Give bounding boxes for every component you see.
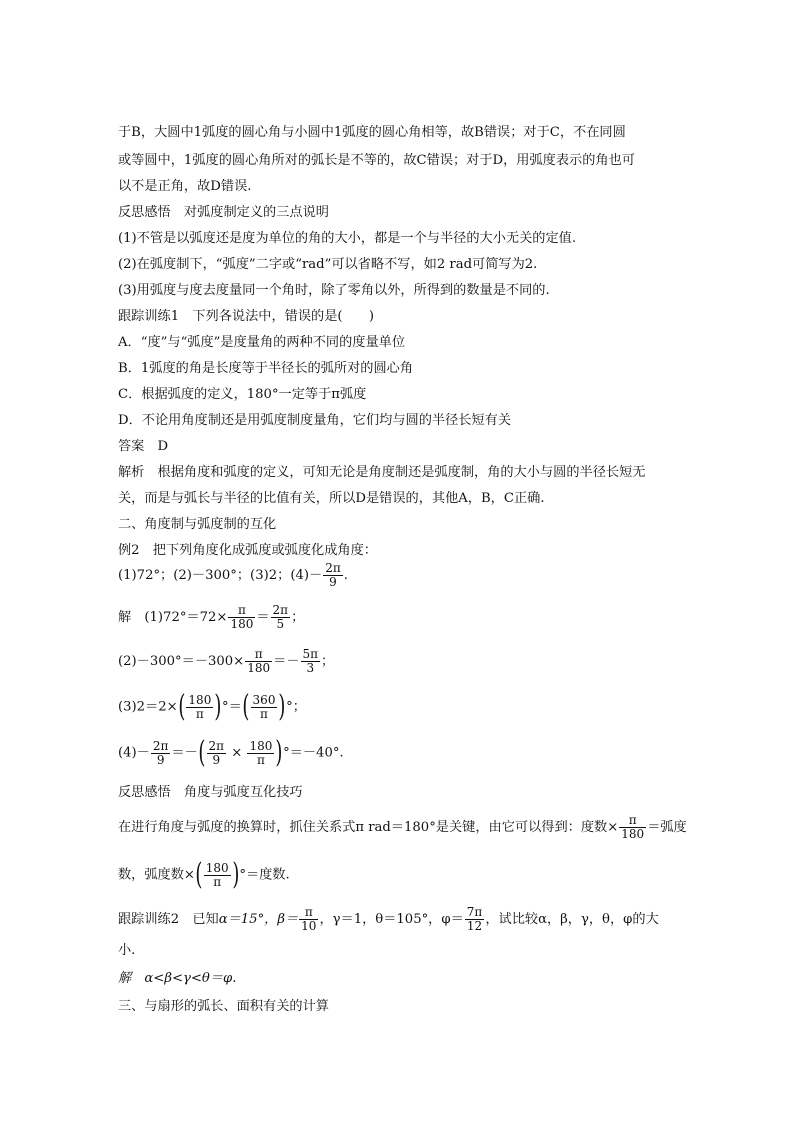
exercise-end: ，试比较α，β，γ，θ，φ的大 bbox=[485, 912, 659, 927]
denominator: 180 bbox=[621, 827, 645, 841]
reflection-title: 反思感悟 对弧度制定义的三点说明 bbox=[118, 205, 329, 220]
right-paren: ) bbox=[275, 735, 283, 770]
right-paren: ) bbox=[231, 857, 239, 892]
fraction bbox=[247, 740, 274, 767]
denominator: π bbox=[213, 874, 222, 889]
fraction bbox=[619, 814, 646, 841]
exercise-title: 跟踪训练2 已知 bbox=[118, 912, 219, 927]
left-paren: ( bbox=[178, 689, 186, 724]
fraction bbox=[228, 604, 255, 631]
numerator: 5π bbox=[302, 647, 319, 661]
right-paren: ) bbox=[214, 689, 222, 724]
analysis-line: 关，而是与弧长与半径的比值有关，所以D是错误的，其他A，B，C正确. bbox=[118, 491, 545, 506]
solution-end: ； bbox=[291, 610, 305, 625]
fraction bbox=[151, 740, 171, 767]
numerator: 2π bbox=[325, 561, 341, 575]
paragraph-line: 于B，大圆中1弧度的圆心角与小圆中1弧度的圆心角相等，故B错误；对于C，不在同圆 bbox=[118, 125, 626, 140]
fraction bbox=[323, 562, 343, 589]
denominator: 3 bbox=[306, 661, 315, 675]
option-b: B．1弧度的角是长度等于半径长的弧所对的圆心角 bbox=[118, 361, 414, 376]
paragraph-line: 或等圆中，1弧度的圆心角所对的弧长是不等的，故C错误；对于D，用弧度表示的角也可 bbox=[118, 153, 635, 168]
fraction bbox=[207, 740, 227, 767]
denominator: 9 bbox=[212, 752, 221, 767]
exercise-title: 跟踪训练1 下列各说法中，错误的是( ) bbox=[118, 309, 375, 324]
exercise2-solution: 解 α<β<γ<θ＝φ. bbox=[118, 971, 237, 986]
reflection-title: 反思感悟 角度与弧度互化技巧 bbox=[118, 785, 303, 800]
solution-text: 解 (1)72°＝72× bbox=[118, 610, 228, 625]
denominator: 180 bbox=[247, 661, 271, 675]
numerator: 360 bbox=[252, 692, 276, 707]
alpha-value: α＝15°， bbox=[218, 912, 278, 927]
fraction bbox=[299, 906, 318, 933]
section-heading: 二、角度制与弧度制的互化 bbox=[118, 517, 277, 532]
denominator: π bbox=[256, 752, 265, 767]
equals: ＝ bbox=[256, 610, 270, 625]
reflection-text: 在进行角度与弧度的换算时，抓住关系式π rad＝180°是关键，由它可以得到：度数× bbox=[118, 820, 619, 835]
reflection-item: (1)不管是以弧度还是度为单位的角的大小，都是一个与半径的大小无关的定值. bbox=[118, 231, 577, 246]
question-text: (1)72°；(2)－300°；(3)2；(4)－ bbox=[118, 568, 323, 583]
denominator: 9 bbox=[329, 575, 337, 589]
reflection-line bbox=[118, 814, 688, 841]
reflection-end: °＝度数. bbox=[239, 867, 290, 883]
section-heading: 三、与扇形的弧长、面积有关的计算 bbox=[118, 999, 329, 1014]
equals: ＝－ bbox=[273, 654, 300, 669]
numerator: 180 bbox=[205, 860, 229, 875]
fraction bbox=[301, 648, 321, 675]
beta-value: β＝ bbox=[277, 912, 299, 927]
reflection-text: 数，弧度数× bbox=[118, 867, 195, 883]
solution-text: (4)－ bbox=[118, 745, 150, 761]
numerator: 2π bbox=[152, 738, 169, 753]
solution-line-4 bbox=[118, 735, 688, 770]
fraction bbox=[271, 604, 291, 631]
option-a: A．“度”与“弧度”是度量角的两种不同的度量单位 bbox=[118, 335, 406, 350]
numerator: 2π bbox=[208, 738, 225, 753]
numerator: π bbox=[228, 604, 255, 618]
solution-end: °＝－40°. bbox=[283, 745, 344, 761]
option-c: C．根据弧度的定义，180°一定等于π弧度 bbox=[118, 387, 367, 402]
denominator: π bbox=[260, 706, 268, 721]
left-paren: ( bbox=[198, 735, 206, 770]
numerator: 2π bbox=[272, 603, 289, 617]
numerator: 7π bbox=[466, 905, 483, 919]
reflection-line bbox=[118, 857, 688, 892]
denominator: π bbox=[195, 706, 204, 721]
equals: ＝－ bbox=[171, 745, 198, 761]
reflection-item: (2)在弧度制下，“弧度”二字或“rad”可以省略不写，如2 rad可简写为2. bbox=[118, 257, 538, 272]
denominator: 10 bbox=[301, 919, 317, 933]
numerator: π bbox=[619, 814, 646, 828]
solution-line-3 bbox=[118, 689, 688, 724]
question-end: . bbox=[343, 568, 348, 583]
option-d: D．不论用角度制还是用弧度制度量角，它们均与圆的半径长短有关 bbox=[118, 413, 512, 428]
solution-text: (3)2＝2× bbox=[118, 699, 178, 715]
numerator: π bbox=[245, 648, 272, 662]
solution-line-2 bbox=[118, 648, 688, 675]
right-paren: ) bbox=[278, 689, 286, 724]
reflection-end: ＝弧度 bbox=[647, 820, 687, 835]
exercise2-line bbox=[118, 906, 688, 933]
times-sign: × bbox=[227, 745, 247, 761]
exercise2-line-2: 小. bbox=[118, 943, 136, 958]
numerator: π bbox=[299, 906, 318, 920]
example-question bbox=[118, 562, 688, 589]
denominator: 180 bbox=[230, 617, 254, 631]
solution-end: ； bbox=[321, 654, 335, 669]
fraction bbox=[186, 694, 213, 721]
numerator: 180 bbox=[188, 692, 212, 707]
solution-end: °； bbox=[286, 699, 306, 715]
fraction bbox=[251, 694, 278, 721]
gamma-theta-values: ，γ＝1，θ＝105°，φ＝ bbox=[319, 912, 464, 927]
solution-text: (2)－300°＝－300× bbox=[118, 654, 245, 669]
paragraph-line: 以不是正角，故D错误. bbox=[118, 179, 252, 194]
denominator: 9 bbox=[156, 752, 165, 767]
solution-text: °＝ bbox=[222, 699, 242, 715]
fraction bbox=[245, 648, 272, 675]
left-paren: ( bbox=[242, 689, 250, 724]
fraction bbox=[465, 906, 485, 933]
solution-line-1 bbox=[118, 604, 688, 631]
denominator: 5 bbox=[276, 617, 285, 631]
example-title: 例2 把下列角度化成弧度或弧度化成角度： bbox=[118, 543, 377, 558]
numerator: 180 bbox=[249, 738, 273, 753]
answer: 答案 D bbox=[118, 439, 169, 454]
fraction bbox=[204, 862, 231, 889]
analysis-line: 解析 根据角度和弧度的定义，可知无论是角度制还是弧度制，角的大小与圆的半径长短无 bbox=[118, 465, 646, 480]
reflection-item: (3)用弧度与度去度量同一个角时，除了零角以外，所得到的数量是不同的. bbox=[118, 283, 550, 298]
denominator: 12 bbox=[466, 919, 483, 933]
left-paren: ( bbox=[195, 857, 203, 892]
